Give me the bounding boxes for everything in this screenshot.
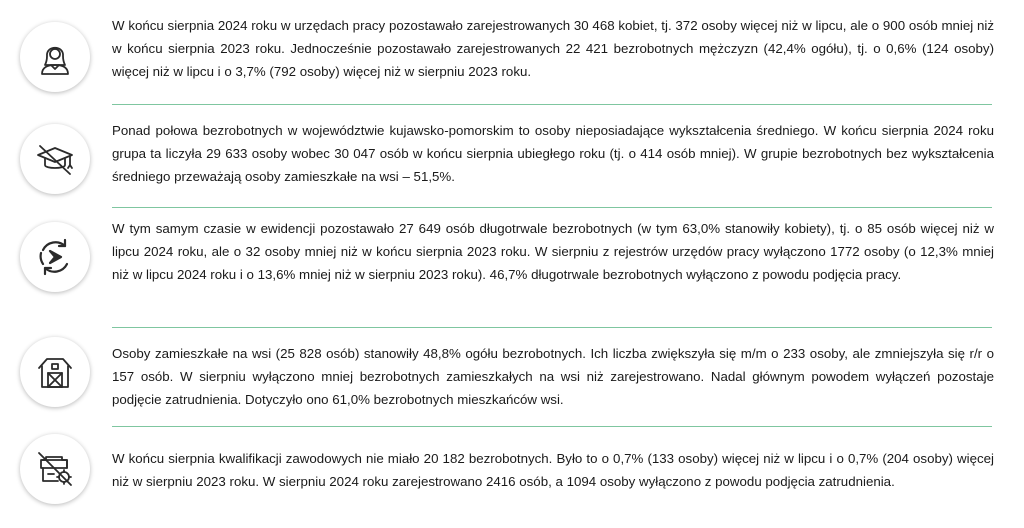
- long-term-cycle-icon: [20, 222, 90, 292]
- paragraph-long-term: W tym samym czasie w ewidencji pozostawało 27 649 osób długotrwale bezrobotnych (w tym 63,0% stanowiły kobiety), tj. o 85 osób więcej niż w lipcu 2024 roku, ale o 32 osoby mniej niż w końcu sierpnia 2023 roku. W sierpniu z rejestrów urzędów pracy wyłączono 1772 osoby (o 12,3% mniej niż w lipcu 2024 roku i o 13,6% mniej niż w sierpniu 2023 roku). 46,7% długotrwale bezrobotnych wyłączono z powodu podjęcia pracy.: [112, 221, 994, 282]
- paragraph-rural: Osoby zamieszkałe na wsi (25 828 osób) stanowiły 48,8% ogółu bezrobotnych. Ich liczba zwiększyła się m/m o 233 osoby, ale zmniejszyła się r/r o 157 osób. W sierpniu wyłączono mniej bezrobotnych zamieszkałych na wsi niż zarejestrowano. Nadal głównym powodem wyłączeń pozostaje podjęcie zatrudnienia. Dotyczyło ono 61,0% bezrobotnych mieszkańców wsi.: [112, 346, 994, 407]
- paragraph-qualifications: W końcu sierpnia kwalifikacji zawodowych nie miało 20 182 bezrobotnych. Było to o 0,7% (133 osoby) więcej niż w lipcu i o 0,7% (204 osoby) więcej niż w sierpniu 2023 roku. W sierpniu 2024 roku zarejestrowano 2416 osób, a 1094 osoby wyłączono z powodu podjęcia zatrudnienia.: [112, 451, 994, 489]
- paragraph-education: Ponad połowa bezrobotnych w województwie kujawsko-pomorskim to osoby nieposiadające wykształcenia średniego. W końcu sierpnia 2024 roku grupa ta liczyła 29 633 osoby wobec 30 047 osób w końcu sierpnia ubiegłego roku (tj. o 414 osób mniej). W grupie bezrobotnych bez wykształcenia średniego przeważają osoby zamieszkałe na wsi – 51,5%.: [112, 123, 994, 184]
- divider: [112, 207, 992, 208]
- divider: [112, 327, 992, 328]
- divider: [112, 104, 992, 105]
- no-education-icon: [20, 124, 90, 194]
- divider: [112, 426, 992, 427]
- paragraph-women: W końcu sierpnia 2024 roku w urzędach pracy pozostawało zarejestrowanych 30 468 kobiet, tj. 372 osoby więcej niż w lipcu, ale o 900 osób mniej niż w końcu sierpnia 2023 roku. Jednocześnie pozostawało zarejestrowanych 22 421 bezrobotnych mężczyzn (42,4% ogółu), tj. o 0,6% (124 osoby) więcej niż w lipcu i o 3,7% (792 osoby) więcej niż w sierpniu 2023 roku.: [112, 18, 994, 79]
- barn-icon: [20, 337, 90, 407]
- woman-icon: [20, 22, 90, 92]
- no-qualifications-icon: [20, 434, 90, 504]
